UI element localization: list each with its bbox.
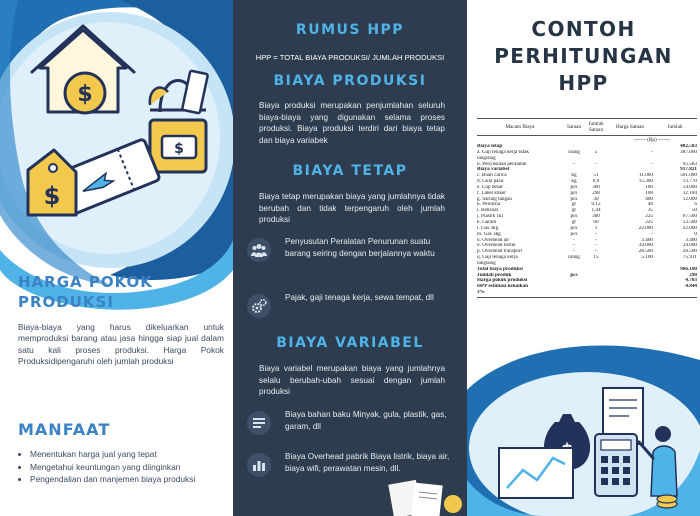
table-cell: Biaya variabel	[477, 167, 510, 173]
column-header: Jumlah	[667, 124, 683, 130]
table-cell: 5.100	[641, 255, 653, 261]
unit-label: ------- (Rp) -------	[633, 137, 671, 143]
table-cell: 400	[645, 196, 653, 202]
svg-text:$: $	[174, 141, 184, 157]
table-cell	[653, 290, 697, 296]
table-cell: b. Penyusutan peralatan	[477, 161, 527, 167]
table-cell: i. Benzoat	[477, 208, 499, 214]
heading-rumus-hpp: RUMUS HPP	[295, 22, 405, 38]
svg-text:$: $	[77, 82, 93, 107]
table-cell: 22.000	[682, 225, 697, 231]
table-cell: o. Overhead listrik	[477, 243, 516, 249]
biaya-variabel-description: Biaya variabel merupakan biaya yang jumlahnya selalu berubah-ubah sesuai dengan jumlah produksi	[259, 364, 445, 397]
table-cell: 48	[647, 202, 653, 208]
table-cell: kg	[571, 173, 577, 179]
tetap-item-text: Penyusutan Peralatan Penurunan suatu barang seiring dengan berjalannya waktu	[285, 237, 435, 259]
table-cell: -	[573, 243, 575, 249]
table-cell: gr	[571, 219, 577, 225]
table-cell: g. Sarung tangan	[477, 196, 513, 202]
bills-illustration	[383, 478, 467, 516]
heading-biaya-variabel: BIAYA VARIABEL	[276, 335, 424, 351]
people-group-icon	[247, 238, 271, 262]
table-cell: 4.703	[685, 278, 697, 284]
table-cell: 108	[645, 190, 653, 196]
table-cell: langsung	[477, 260, 496, 266]
table-body	[477, 144, 697, 296]
table-cell: k. Garam	[477, 219, 497, 225]
table-cell: 51	[593, 173, 599, 179]
table-cell	[563, 290, 585, 296]
table-cell: m. Gas 3kg	[477, 231, 501, 237]
table-cell: 34.000	[638, 243, 653, 249]
table-cell: pcs	[570, 272, 578, 278]
table-cell: 298	[592, 190, 600, 196]
table-cell: -	[573, 237, 575, 243]
table-cell: 15.300	[638, 179, 653, 185]
table-cell: 0,9	[592, 179, 600, 185]
table-cell: -	[573, 249, 575, 255]
variabel-item-bahan-baku	[247, 409, 457, 449]
table-cell: 225	[645, 214, 653, 220]
finance-illustration	[467, 330, 700, 516]
table-cell: 30	[593, 196, 599, 202]
table-cell: pcs	[570, 190, 578, 196]
table-cell: Jumlah produk	[477, 272, 512, 278]
table-cell: 32.184	[682, 190, 697, 196]
table-cell: 917.821	[680, 167, 697, 173]
column-header: Satuan	[566, 124, 582, 130]
shopping-basket-icon	[150, 71, 208, 172]
table-cell: 50	[691, 208, 697, 214]
table-cell	[585, 290, 607, 296]
table-cell: -	[651, 161, 653, 167]
table-cell: langsung	[477, 155, 496, 161]
table-cell: Biaya tetap	[477, 144, 503, 149]
document-list-icon	[247, 411, 271, 435]
table-cell: orang	[568, 149, 580, 155]
table-cell: 1,44	[591, 208, 601, 214]
table-cell: 95.583	[682, 161, 697, 167]
table-cell: pcs	[570, 231, 578, 237]
table-cell: 225	[645, 219, 653, 225]
table-cell: 298	[689, 272, 697, 278]
table-cell: -	[595, 249, 597, 255]
table-cell: Total biaya produksi	[477, 266, 523, 272]
table-cell: HPP estimasi kenaikan	[477, 284, 529, 290]
table-cell: p. Overhead transport	[477, 249, 523, 255]
table-cell: q. Gaji tenaga kerja	[477, 255, 518, 261]
table-cell: gr	[571, 202, 577, 208]
table-cell: 4.844	[685, 284, 697, 290]
table-cell: orang	[568, 255, 580, 261]
table-cell: h. Pewarna	[477, 202, 501, 208]
manfaat-list	[30, 449, 220, 487]
left-panel	[0, 0, 233, 516]
table-cell: c. Buah carica	[477, 173, 507, 179]
table-cell: 13.770	[682, 179, 697, 185]
table-cell: 6	[694, 202, 697, 208]
table-cell: e. Cup besar	[477, 184, 503, 190]
table-cell: 966.180	[680, 266, 697, 272]
column-header: Jumlah Satuan	[588, 121, 604, 133]
column-header: Macam Biaya	[505, 124, 535, 130]
table-cell: 35	[647, 208, 653, 214]
table-cell: Harga pokok produksi	[477, 278, 528, 284]
table-cell: 180	[645, 184, 653, 190]
tetap-item-pajak	[247, 292, 457, 332]
table-cell: 11.000	[638, 173, 653, 179]
heading-biaya-tetap: BIAYA TETAP	[292, 163, 408, 179]
table-cell: 75.911	[682, 255, 697, 261]
page-title: CONTOH PERHITUNGAN HPP	[494, 17, 673, 95]
table-cell: 387.000	[680, 149, 697, 155]
table-cell: -	[595, 231, 597, 237]
heading-harga-pokok-produksi: HARGA POKOK PRODUKSI	[18, 273, 153, 311]
table-cell: -	[595, 243, 597, 249]
table-cell: gr	[571, 208, 577, 214]
table-cell: 0	[694, 231, 697, 237]
table-row	[477, 290, 697, 296]
table-cell: l. Gas 3kg	[477, 225, 499, 231]
right-panel	[467, 0, 700, 516]
hpp-description: Biaya-biaya yang harus dikeluarkan untuk memproduksi barang atau jasa hingga siap jual dalam satu kali proses produksi. Harga Pokok Produksidipengaruhi oleh jumlah produksi	[18, 322, 224, 367]
table-cell: 15	[593, 255, 599, 261]
table-cell: 561.000	[680, 173, 697, 179]
table-cell: 28.500	[638, 249, 653, 255]
column-header: Harga Satuan	[616, 124, 644, 130]
list-item: • Pengendalian dan manjemen biaya produksi	[30, 474, 220, 486]
list-item: • Mengetahui keuntungan yang diinginkan	[30, 462, 220, 474]
house-dollar-icon	[32, 26, 134, 113]
variabel-item-text: Biaya bahan baku Minyak, gula, plastik, gas, garam, dll	[285, 410, 447, 432]
price-tag-icon	[28, 150, 76, 215]
gears-icon	[247, 294, 271, 318]
heading-biaya-produksi: BIAYA PRODUKSI	[273, 73, 427, 89]
unit-row	[477, 136, 697, 144]
table-cell: 12.000	[682, 196, 697, 202]
tetap-item-penyusutan	[247, 236, 457, 276]
tetap-item-text: Pajak, gaji tenaga kerja, sewa tempat, dll	[285, 293, 434, 302]
table-cell: 28.500	[682, 249, 697, 255]
table-cell: 13.500	[682, 219, 697, 225]
table-cell: a. Gaji tenaga kerja tidak	[477, 149, 529, 155]
table-cell: 34.000	[682, 243, 697, 249]
middle-panel	[233, 0, 467, 516]
table-cell: 3%	[477, 290, 485, 296]
table-cell: -	[573, 161, 575, 167]
table-cell: 54.000	[682, 184, 697, 190]
table-header	[477, 118, 697, 136]
table-cell: f. Label stiker	[477, 190, 506, 196]
table-cell: -	[595, 237, 597, 243]
table-cell: pcs	[570, 214, 578, 220]
bar-chart-icon	[247, 453, 271, 477]
svg-text:$: $	[43, 182, 61, 210]
table-cell: pcs	[570, 184, 578, 190]
hpp-formula: HPP = TOTAL BIAYA PRODUKSI/ JUMLAH PRODUKSI	[255, 53, 445, 62]
table-cell: pcs	[570, 196, 578, 202]
table-cell: -	[651, 149, 653, 155]
biaya-produksi-description: Biaya produksi merupakan penjumlahan seluruh biaya-biaya yang digunakan selama proses produksi. Biaya produksi terdiri dari biaya tetap dan biaya variabek	[259, 101, 445, 145]
table-cell: 3.400	[641, 237, 653, 243]
table-cell: 3.400	[685, 237, 697, 243]
table-cell: pcs	[570, 225, 578, 231]
table-cell: 300	[592, 184, 600, 190]
table-cell: 300	[592, 214, 600, 220]
shop-illustration	[0, 0, 233, 300]
table-cell: 5	[594, 149, 598, 155]
table-cell: 482.583	[680, 144, 697, 149]
hpp-calculation-table	[477, 118, 697, 298]
variabel-item-text: Biaya Overhead pabrik Biaya listrik, biaya air, biaya wifi, perawatan mesin, dll.	[285, 452, 450, 474]
table-cell: d. Gula pasir	[477, 179, 504, 185]
list-item: • Menentukan harga jual yang tepat	[30, 449, 220, 461]
table-cell: 1	[594, 225, 598, 231]
biaya-tetap-description: Biaya tetap merupakan biaya yang jumlahnya tidak berubah dan tidak terpengaruh oleh jumlah produksi	[259, 192, 445, 225]
table-cell: -	[651, 231, 653, 237]
table-cell: 0,12	[591, 202, 601, 208]
table-cell: 60	[593, 219, 599, 225]
table-cell: j. Plastik 1kl	[477, 214, 504, 220]
table-cell: 22.000	[638, 225, 653, 231]
table-cell	[607, 290, 653, 296]
table-cell: -	[595, 161, 597, 167]
heading-manfaat: MANFAAT	[18, 420, 111, 439]
table-cell: kg	[571, 179, 577, 185]
table-cell: 67.500	[682, 214, 697, 220]
table-cell: n. Overhead air	[477, 237, 510, 243]
